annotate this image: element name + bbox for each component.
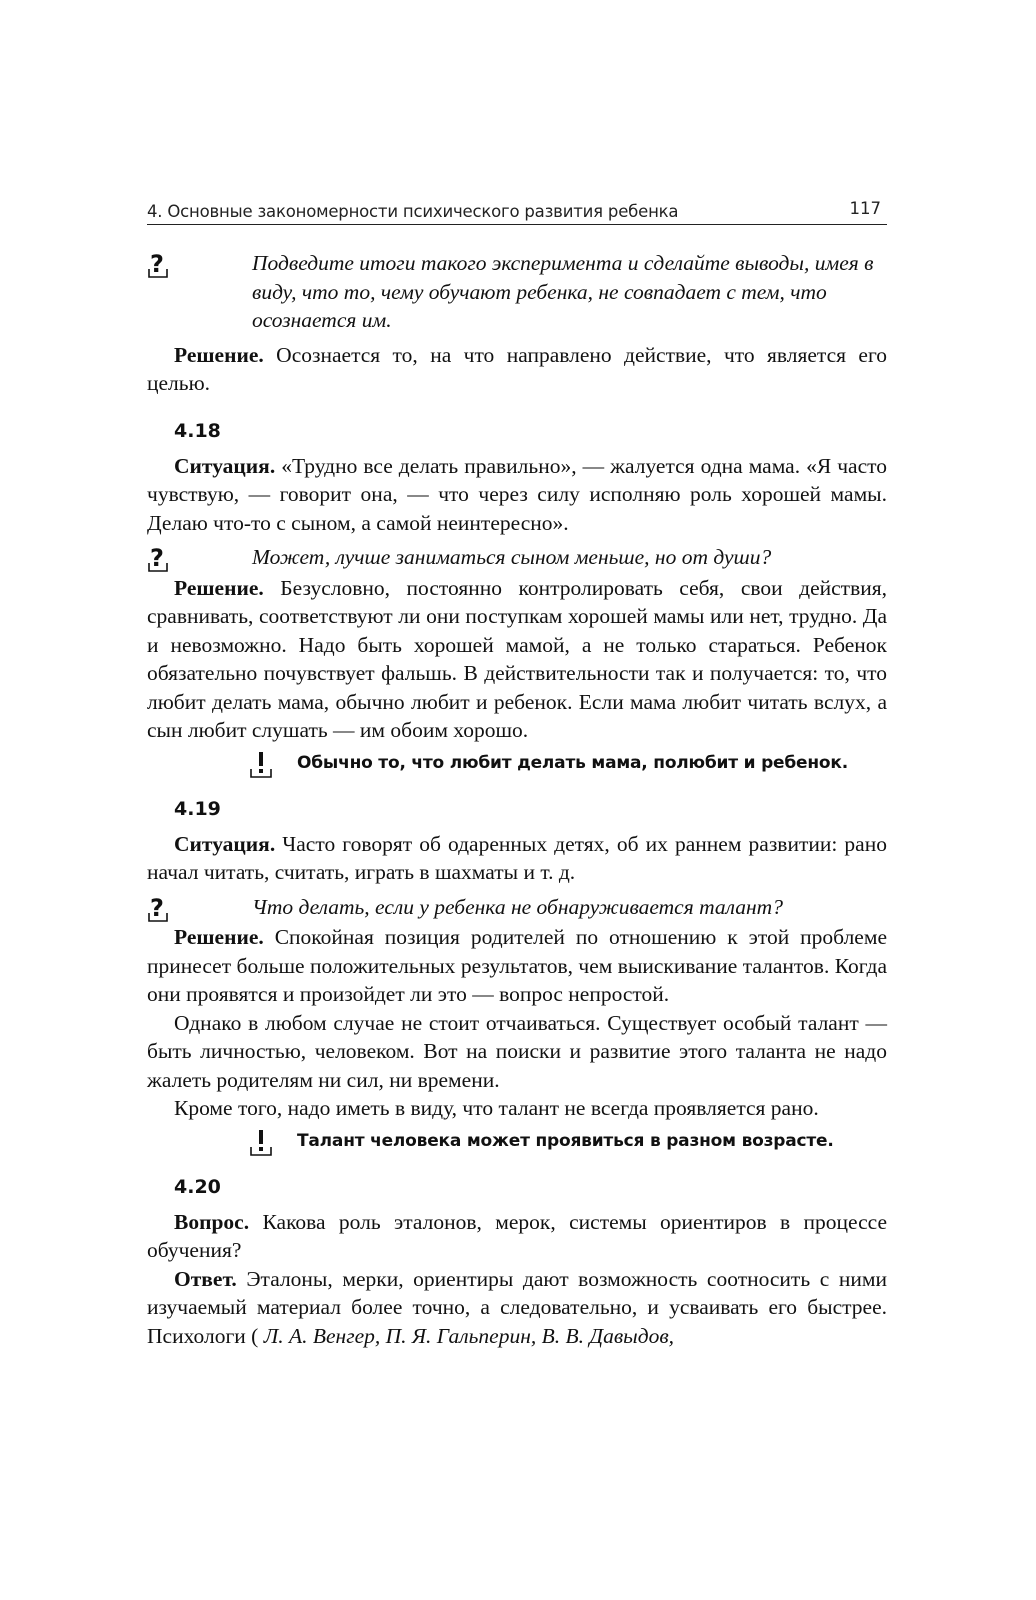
situation-paragraph bbox=[147, 830, 887, 887]
solution-label: Решение. bbox=[174, 575, 264, 600]
situation-label: Ситуация. bbox=[174, 453, 276, 478]
situation-paragraph bbox=[147, 452, 887, 538]
question-text: Какова роль эталонов, мерок, системы ориентиров в процессе обучения? bbox=[147, 1209, 887, 1262]
solution-text: Спокойная позиция родителей по отношению к этой проблеме принесет больше положительных результатов, чем выискивание талантов. Когда они проявятся и произойдет ли это — вопрос непростой. bbox=[147, 925, 887, 1006]
answer-text: Эталоны, мерки, ориентиры дают возможность соотносить с ними изучаемый материал более точно, а следовательно, и усваивать его быстрее. Психологи ( bbox=[147, 1266, 887, 1348]
answer-label: Ответ. bbox=[174, 1266, 237, 1291]
page-number: 117 bbox=[849, 199, 881, 218]
svg-text:?: ? bbox=[150, 251, 164, 278]
situation-text: «Трудно все делать правильно», — жалуется одна мама. «Я часто чувствую, — говорит она, — что через силу исполняю роль хорошей мамы. Делаю что-то с сыном, а самой неинтересно». bbox=[147, 453, 887, 535]
question-text: Что делать, если у ребенка не обнаруживается талант? bbox=[252, 894, 783, 919]
question-text: Подведите итоги такого эксперимента и сделайте выводы, имея в виду, что то, чему обучают ребенка, не совпадает с тем, что осознается им. bbox=[252, 251, 874, 332]
running-header bbox=[147, 190, 887, 225]
exclamation-mark-icon bbox=[249, 751, 273, 779]
key-point-text: Обычно то, что любит делать мама, полюбит и ребенок. bbox=[297, 752, 848, 773]
section-number: 4.20 bbox=[174, 1175, 221, 1198]
key-point-text: Талант человека может проявиться в разном возрасте. bbox=[297, 1130, 834, 1151]
solution-paragraph bbox=[147, 574, 887, 745]
solution-paragraph bbox=[147, 341, 887, 398]
svg-text:?: ? bbox=[150, 894, 164, 922]
question-label: Вопрос. bbox=[174, 1209, 250, 1234]
section-number: 4.19 bbox=[174, 797, 221, 820]
book-page bbox=[147, 190, 887, 1350]
question-text: Может, лучше заниматься сыном меньше, но от души? bbox=[252, 545, 772, 569]
solution-paragraph bbox=[147, 923, 887, 1009]
key-point-note bbox=[147, 751, 887, 776]
situation-label: Ситуация. bbox=[174, 831, 276, 856]
key-point-note bbox=[147, 1129, 887, 1154]
situation-text: Часто говорят об одаренных детях, об их раннем развитии: рано начал читать, считать, играть в шахматы и т. д. bbox=[147, 831, 887, 884]
body-paragraph: Кроме того, надо иметь в виду, что талант не всегда проявляется рано. bbox=[174, 1096, 819, 1120]
solution-text: Осознается то, на что направлено действие, что является его целью. bbox=[147, 342, 887, 395]
question-paragraph bbox=[147, 1208, 887, 1265]
solution-text: Безусловно, постоянно контролировать себя, свои действия, сравнивать, соответствуют ли они поступкам хорошей мамы или нет, трудно. Да и невозможно. Надо быть хорошей мамой, а не только стараться. Ребенок обязательно почувствует фальшь. В действительности так и получается: то, что любит делать мама, обычно любит и ребенок. Если мама любит читать вслух, а сын любит слушать — им обоим хорошо. bbox=[147, 575, 887, 742]
section-number: 4.18 bbox=[174, 419, 221, 442]
svg-text:?: ? bbox=[150, 545, 164, 572]
question-mark-icon bbox=[147, 545, 171, 573]
exclamation-mark-icon bbox=[249, 1129, 273, 1157]
question-block bbox=[147, 893, 887, 922]
question-mark-icon bbox=[147, 251, 171, 279]
question-mark-icon bbox=[147, 895, 171, 923]
answer-paragraph bbox=[147, 1265, 887, 1351]
answer-names: Л. А. Венгер, П. Я. Гальперин, В. В. Давыдов, bbox=[263, 1323, 675, 1348]
question-block bbox=[147, 543, 887, 572]
body-paragraph: Однако в любом случае не стоит отчаиваться. Существует особый талант — быть личностью, человеком. Вот на поиски и развитие этого таланта не надо жалеть родителям ни сил, ни времени. bbox=[147, 1010, 887, 1092]
question-block bbox=[147, 249, 887, 335]
solution-label: Решение. bbox=[174, 925, 264, 949]
solution-label: Решение. bbox=[174, 342, 264, 367]
chapter-title: 4. Основные закономерности психического развития ребенка bbox=[147, 202, 679, 221]
